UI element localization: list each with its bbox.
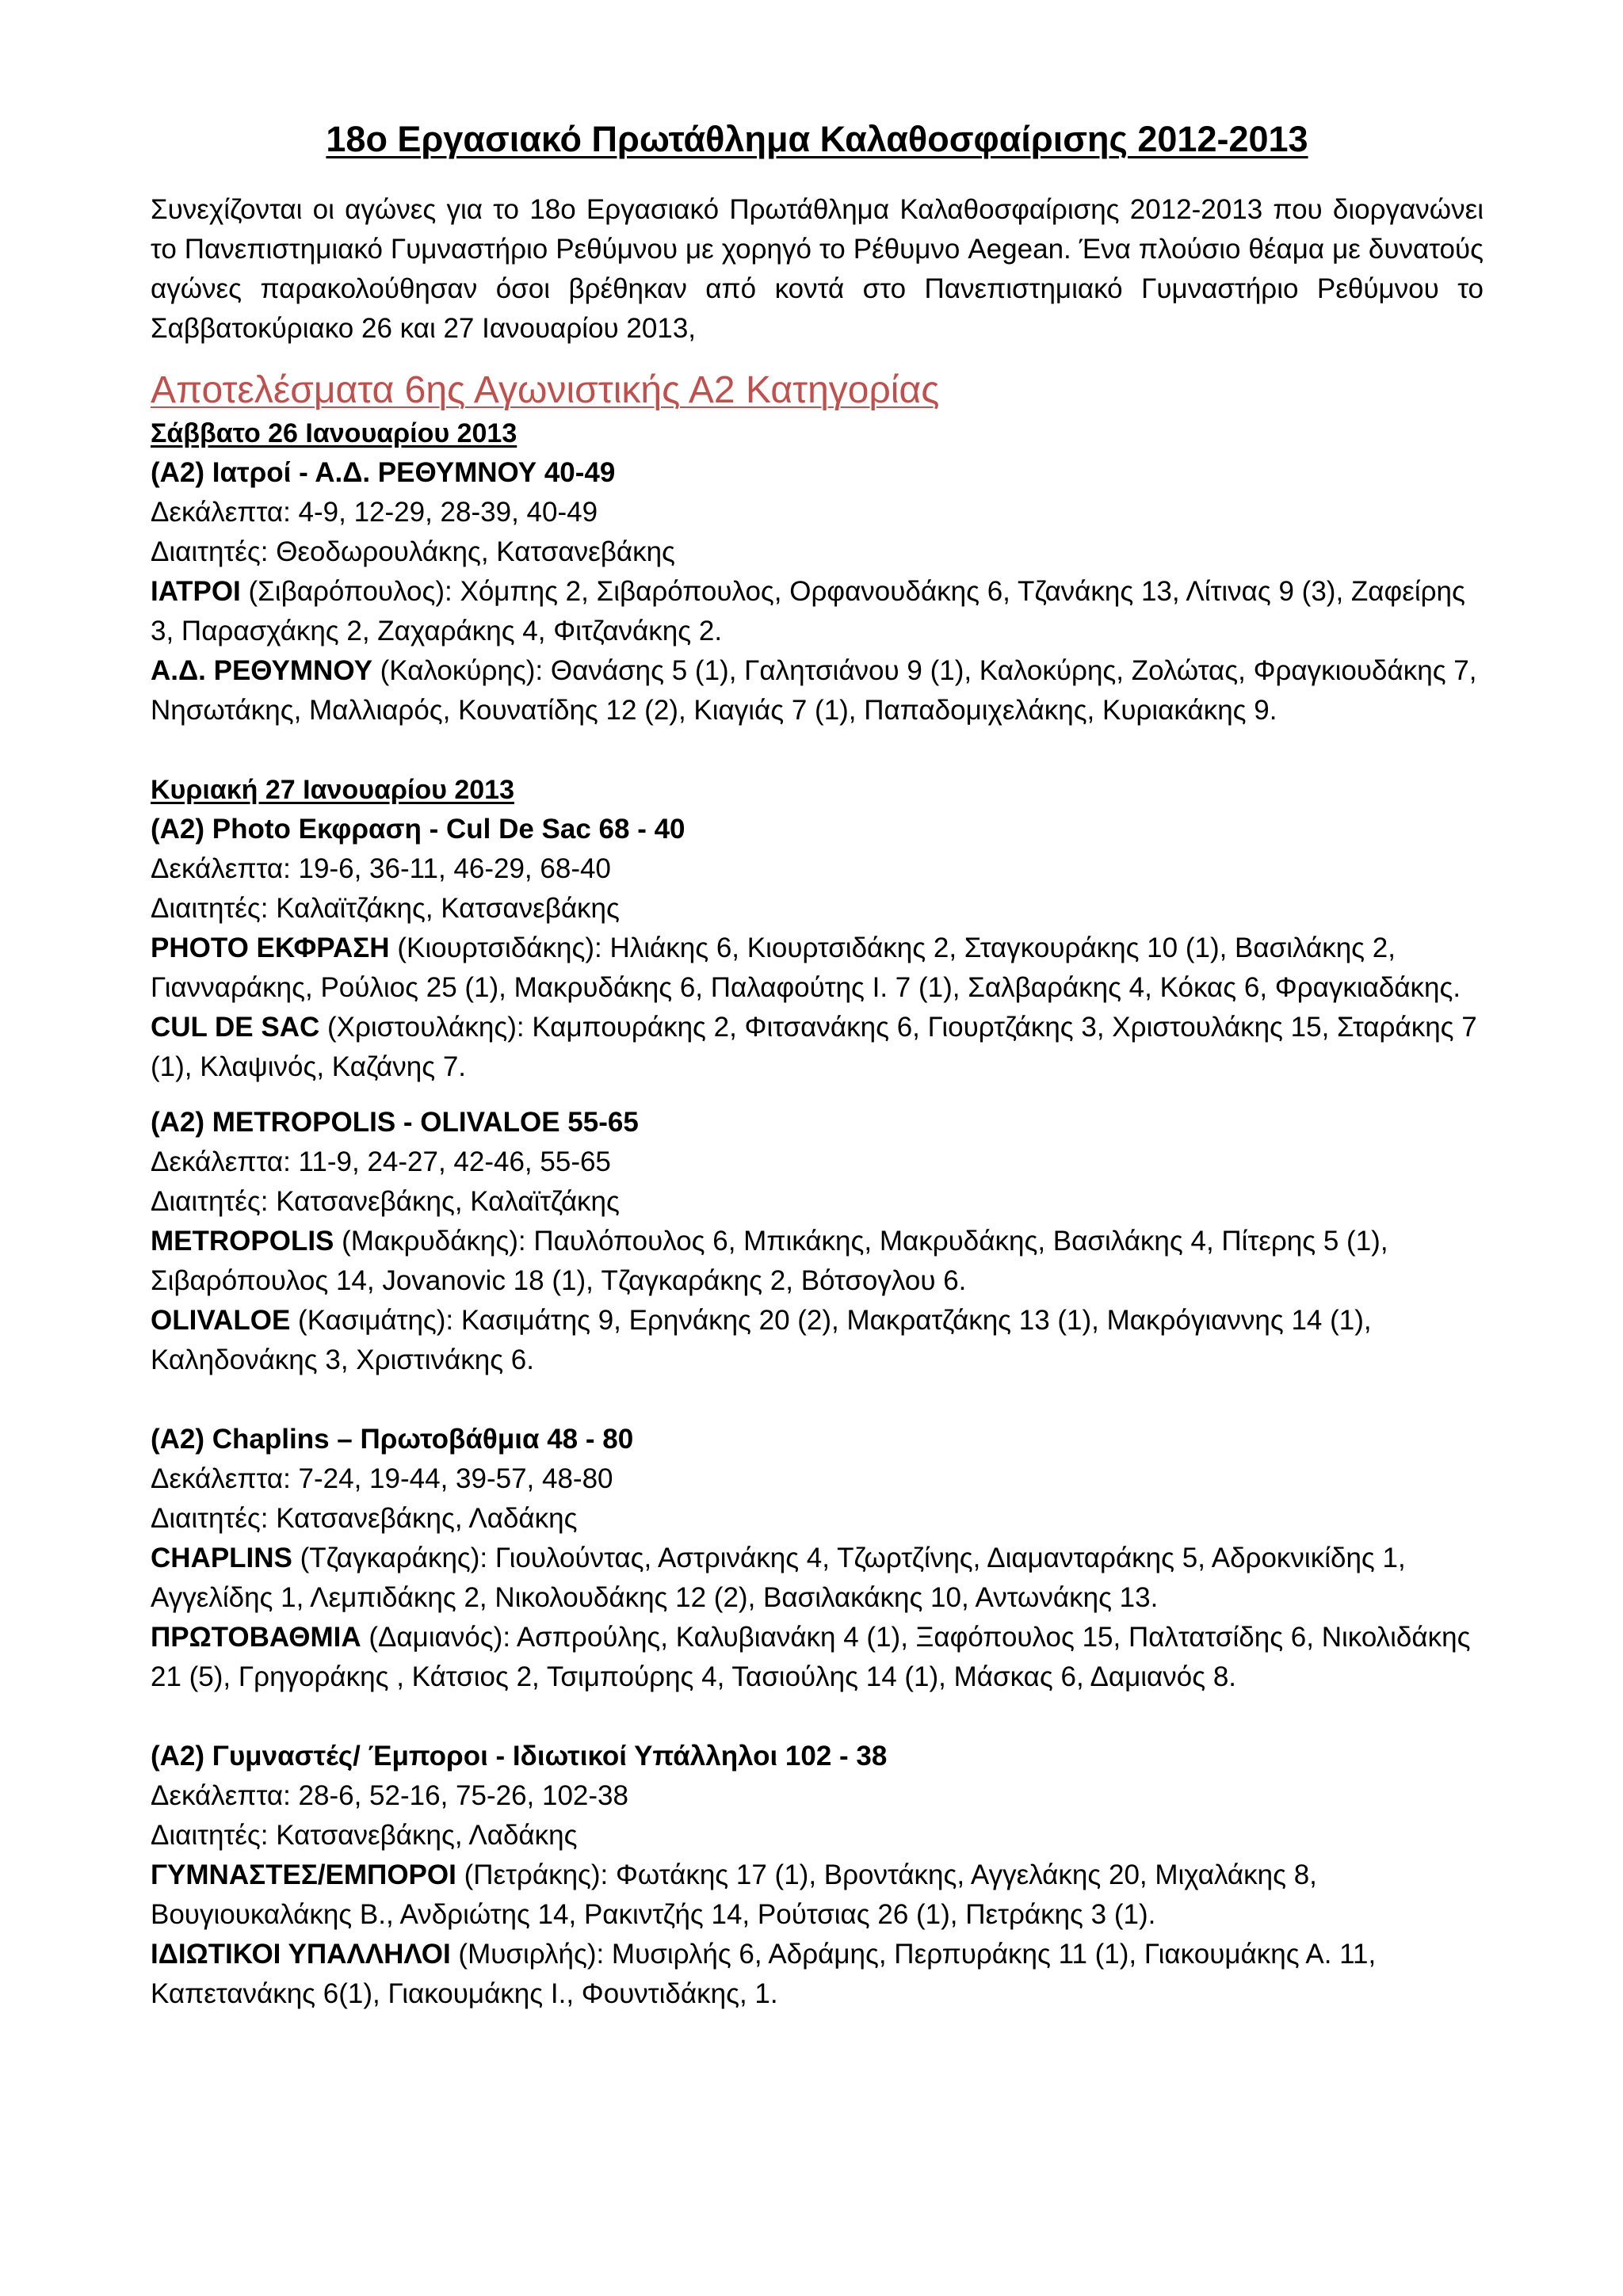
team1-name: PHOTO ΕΚΦΡΑΣΗ	[151, 933, 390, 963]
game-block	[151, 1420, 1484, 1697]
team2-roster	[151, 1935, 1484, 2014]
day-heading-saturday: Σάββατο 26 Ιανουαρίου 2013	[151, 418, 517, 448]
game-referees: Διαιτητές: Θεοδωρουλάκης, Κατσανεβάκης	[151, 536, 675, 567]
team2-players: (Μυσιρλής): Μυσιρλής 6, Αδράμης, Περπυράκης 11 (1), Γιακουμάκης Α. 11, Καπετανάκης 6(1), Γιακουμάκης Ι., Φουντιδάκης, 1.	[151, 1939, 1377, 2009]
game-block	[151, 453, 1484, 730]
team2-players: (Χριστουλάκης): Καμπουράκης 2, Φιτσανάκης 6, Γιουρτζάκης 3, Χριστουλάκης 15, Σταράκης 7 (1), Κλαψινός, Καζάνης 7.	[151, 1012, 1477, 1082]
game-header: (Α2) METROPOLIS - OLIVALOE 55-65	[151, 1107, 639, 1138]
team2-roster	[151, 1008, 1484, 1087]
game-quarters: Δεκάλεπτα: 19-6, 36-11, 46-29, 68-40	[151, 853, 611, 884]
team1-name: ΓΥΜΝΑΣΤΕΣ/ΕΜΠΟΡΟΙ	[151, 1859, 456, 1890]
game-header: (Α2) Chaplins – Πρωτοβάθμια 48 - 80	[151, 1424, 634, 1455]
team2-players: (Κασιμάτης): Κασιμάτης 9, Ερηνάκης 20 (2), Μακρατζάκης 13 (1), Μακρόγιαννης 14 (1), Καληδονάκης 3, Χριστινάκης 6.	[151, 1305, 1372, 1375]
intro-paragraph: Συνεχίζονται οι αγώνες για το 18ο Εργασιακό Πρωτάθλημα Καλαθοσφαίρισης 2012-2013 που διοργανώνει το Πανεπιστημιακό Γυμναστήριο Ρεθύμνου με χορηγό το Ρέθυμνο Aegean. Ένα πλούσιο θέαμα με δυνατούς αγώνες παρακολούθησαν όσοι βρέθηκαν από κοντά στο Πανεπιστημιακό Γυμναστήριο Ρεθύμνου το Σαββατοκύριακο 26 και 27 Ιανουαρίου 2013,	[151, 194, 1484, 344]
game-header: (Α2) Photo Εκφραση - Cul De Sac 68 - 40	[151, 814, 685, 845]
game-quarters: Δεκάλεπτα: 11-9, 24-27, 42-46, 55-65	[151, 1146, 611, 1177]
game-block	[151, 1737, 1484, 2014]
game-referees: Διαιτητές: Κατσανεβάκης, Καλαϊτζάκης	[151, 1186, 620, 1217]
game-block	[151, 1103, 1484, 1380]
game-quarters: Δεκάλεπτα: 4-9, 12-29, 28-39, 40-49	[151, 497, 598, 528]
game-header: (Α2) Γυμναστές/ Έμποροι - Ιδιωτικοί Υπάλληλοι 102 - 38	[151, 1741, 888, 1772]
document-title: 18ο Εργασιακό Πρωτάθλημα Καλαθοσφαίρισης 2012-2013	[326, 119, 1308, 159]
team1-players: (Πετράκης): Φωτάκης 17 (1), Βροντάκης, Αγγελάκης 20, Μιχαλάκης 8, Βουγιουκαλάκης Β., Ανδριώτης 14, Ρακιντζής 14, Ρούτσιας 26 (1), Πετράκης 3 (1).	[151, 1859, 1317, 1930]
team2-name: ΙΔΙΩΤΙΚΟΙ ΥΠΑΛΛΗΛΟΙ	[151, 1939, 451, 1970]
team2-roster	[151, 1618, 1484, 1697]
game-quarters: Δεκάλεπτα: 7-24, 19-44, 39-57, 48-80	[151, 1463, 613, 1494]
game-referees: Διαιτητές: Κατσανεβάκης, Λαδάκης	[151, 1503, 578, 1534]
game-referees: Διαιτητές: Κατσανεβάκης, Λαδάκης	[151, 1820, 578, 1851]
team1-name: METROPOLIS	[151, 1226, 334, 1257]
team2-players: (Δαμιανός): Ασπρούλης, Καλυβιανάκη 4 (1), Ξαφόπουλος 15, Παλτατσίδης 6, Νικολιδάκης 21 (5), Γρηγοράκης , Κάτσιος 2, Τσιμπούρης 4, Τασιούλης 14 (1), Μάσκας 6, Δαμιανός 8.	[151, 1622, 1471, 1692]
team2-roster	[151, 651, 1484, 730]
team1-roster	[151, 1855, 1484, 1935]
team1-players: (Σιβαρόπουλος): Χόμπης 2, Σιβαρόπουλος, Ορφανουδάκης 6, Τζανάκης 13, Λίτινας 9 (3), Ζαφείρης 3, Παρασχάκης 2, Ζαχαράκης 4, Φιτζανάκης 2.	[151, 576, 1465, 646]
team2-name: CUL DE SAC	[151, 1012, 320, 1043]
team2-players: (Καλοκύρης): Θανάσης 5 (1), Γαλητσιάνου 9 (1), Καλοκύρης, Ζολώτας, Φραγκιουδάκης 7, Νησωτάκης, Μαλλιαρός, Κουνατίδης 12 (2), Κιαγιάς 7 (1), Παπαδομιχελάκης, Κυριακάκης 9.	[151, 655, 1477, 726]
team2-name: OLIVALOE	[151, 1305, 291, 1336]
game-header: (Α2) Ιατροί - Α.Δ. ΡΕΘΥΜΝΟΥ 40-49	[151, 457, 616, 488]
game-referees: Διαιτητές: Καλαϊτζάκης, Κατσανεβάκης	[151, 893, 620, 924]
document-page	[151, 119, 1484, 2014]
team2-name: ΠΡΩΤΟΒΑΘΜΙΑ	[151, 1622, 361, 1653]
team1-roster	[151, 1539, 1484, 1618]
team1-players: (Τζαγκαράκης): Γιουλούντας, Αστρινάκης 4, Τζωρτζίνης, Διαμανταράκης 5, Αδροκνικίδης 1, Αγγελίδης 1, Λεμπιδάκης 2, Νικολουδάκης 12 (2), Βασιλακάκης 10, Αντωνάκης 13.	[151, 1543, 1406, 1613]
game-quarters: Δεκάλεπτα: 28-6, 52-16, 75-26, 102-38	[151, 1780, 628, 1811]
team1-name: ΙΑΤΡΟΙ	[151, 576, 241, 607]
team1-roster	[151, 1222, 1484, 1301]
team1-players: (Κιουρτσιδάκης): Ηλιάκης 6, Κιουρτσιδάκης 2, Σταγκουράκης 10 (1), Βασιλάκης 2, Γιανναράκης, Ρούλιος 25 (1), Μακρυδάκης 6, Παλαφούτης Ι. 7 (1), Σαλβαράκης 4, Κόκας 6, Φραγκιαδάκης.	[151, 933, 1461, 1003]
team2-roster	[151, 1301, 1484, 1380]
team1-name: CHAPLINS	[151, 1543, 292, 1573]
team2-name: Α.Δ. ΡΕΘΥΜΝΟΥ	[151, 655, 372, 686]
results-heading-link[interactable]: Αποτελέσματα 6ης Αγωνιστικής Α2 Κατηγορίας	[151, 369, 940, 411]
team1-roster	[151, 929, 1484, 1008]
team1-players: (Μακρυδάκης): Παυλόπουλος 6, Μπικάκης, Μακρυδάκης, Βασιλάκης 4, Πίτερης 5 (1), Σιβαρόπουλος 14, Jovanovic 18 (1), Τζαγκαράκης 2, Βότσογλου 6.	[151, 1226, 1388, 1296]
game-block	[151, 810, 1484, 1087]
day-heading-sunday: Κυριακή 27 Ιανουαρίου 2013	[151, 775, 514, 805]
team1-roster	[151, 572, 1484, 651]
